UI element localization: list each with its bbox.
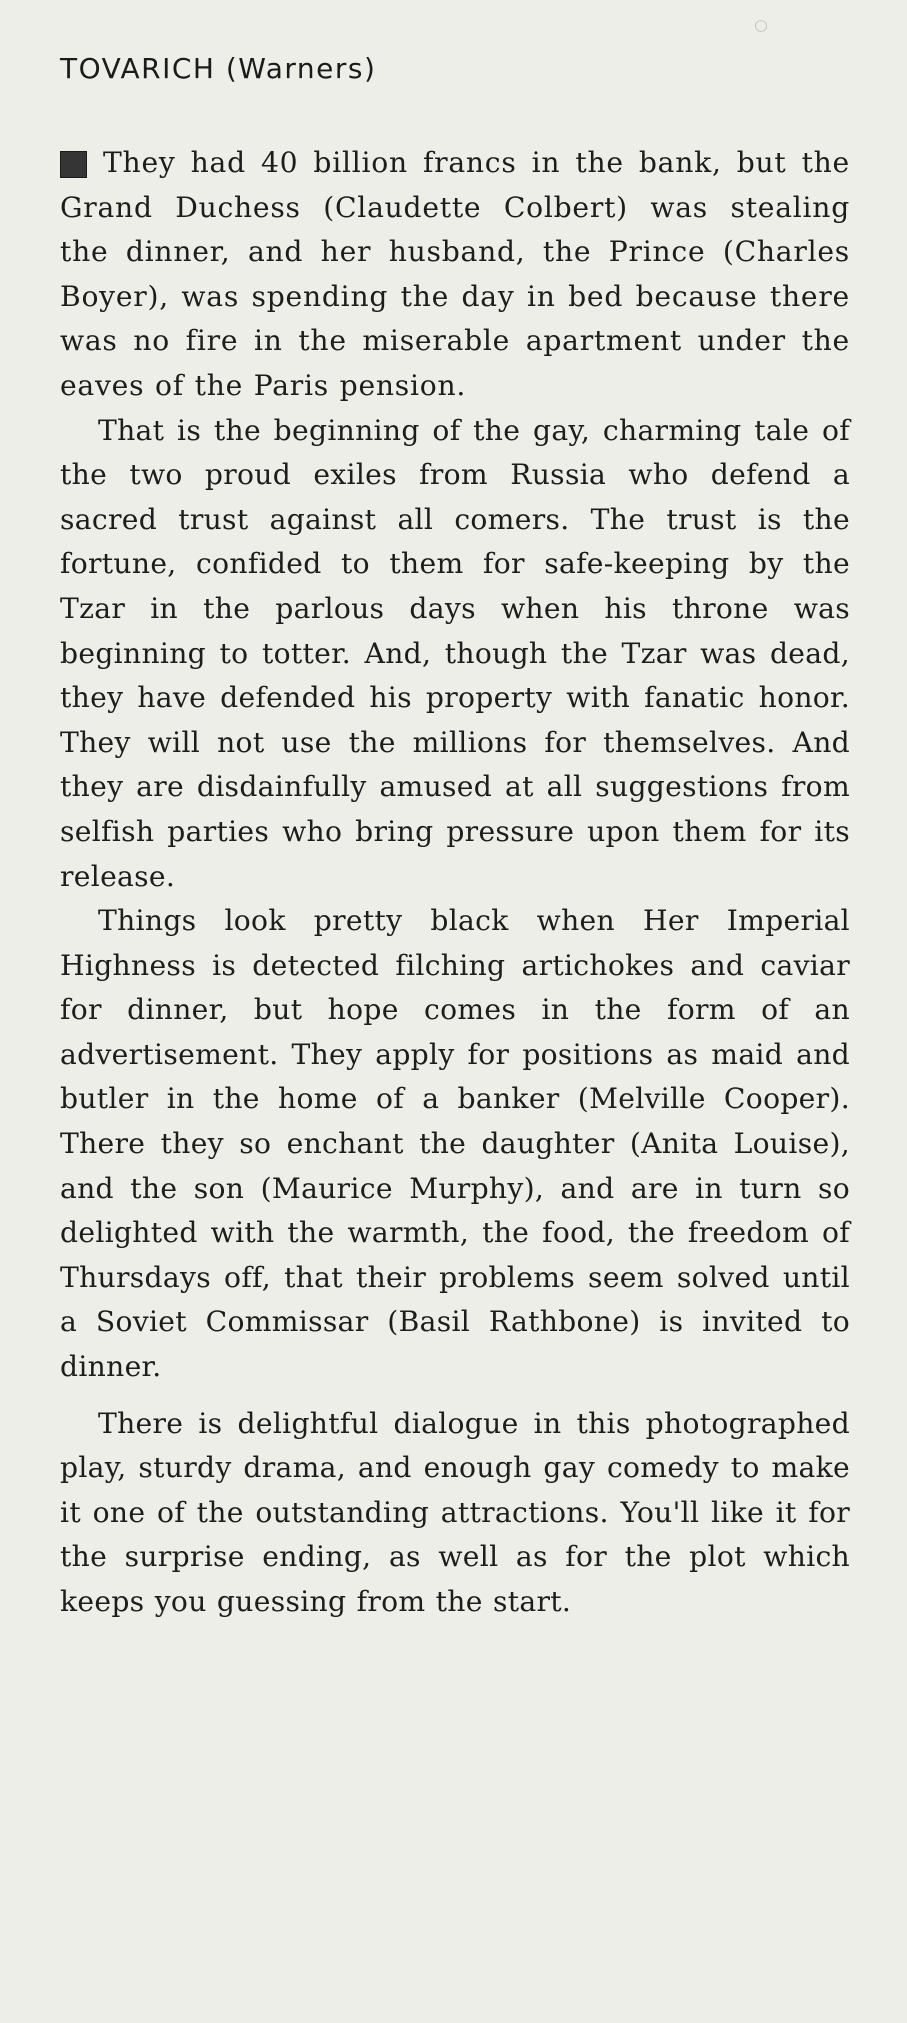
- review-article: [60, 141, 850, 1625]
- square-bullet-icon: [60, 151, 87, 178]
- review-title: TOVARICH (Warners): [60, 52, 377, 85]
- paragraph-2: That is the beginning of the gay, charming tale of the two proud exiles from Russia who defend a sacred trust against all comers. The trust is the fortune, confided to them for safe-keeping by the Tzar in the parlous days when his throne was beginning to totter. And, though the Tzar was dead, they have defended his property with fanatic honor. They will not use the millions for themselves. And they are disdainfully amused at all suggestions from selfish parties who bring pressure upon them for its release.: [60, 413, 850, 893]
- paragraph-1: [60, 141, 850, 409]
- paragraph-3: Things look pretty black when Her Imperial Highness is detected filching artichokes and caviar for dinner, but hope comes in the form of an advertisement. They apply for positions as maid and butler in the home of a banker (Melville Cooper). There they so enchant the daughter (Anita Louise), and the son (Maurice Murphy), and are in turn so delighted with the warmth, the food, the freedom of Thursdays off, that their problems seem solved until a Soviet Commissar (Basil Rathbone) is invited to dinner.: [60, 904, 850, 1384]
- paragraph-1-body: but the Grand Duchess (Claudette Colbert) was stealing the dinner, and her husband, the Prince (Charles Boyer), was spending the day in bed because there was no fire in the miserable apartment under the eaves of the Paris pension.: [60, 146, 850, 402]
- paper-speck: [755, 20, 767, 32]
- paragraph-1-opening: They had 40 billion francs in the bank,: [103, 146, 722, 179]
- paragraph-4: There is delightful dialogue in this photographed play, sturdy drama, and enough gay comedy to make it one of the outstanding attractions. You'll like it for the surprise ending, as well as for the plot which keeps you guessing from the start.: [60, 1406, 850, 1618]
